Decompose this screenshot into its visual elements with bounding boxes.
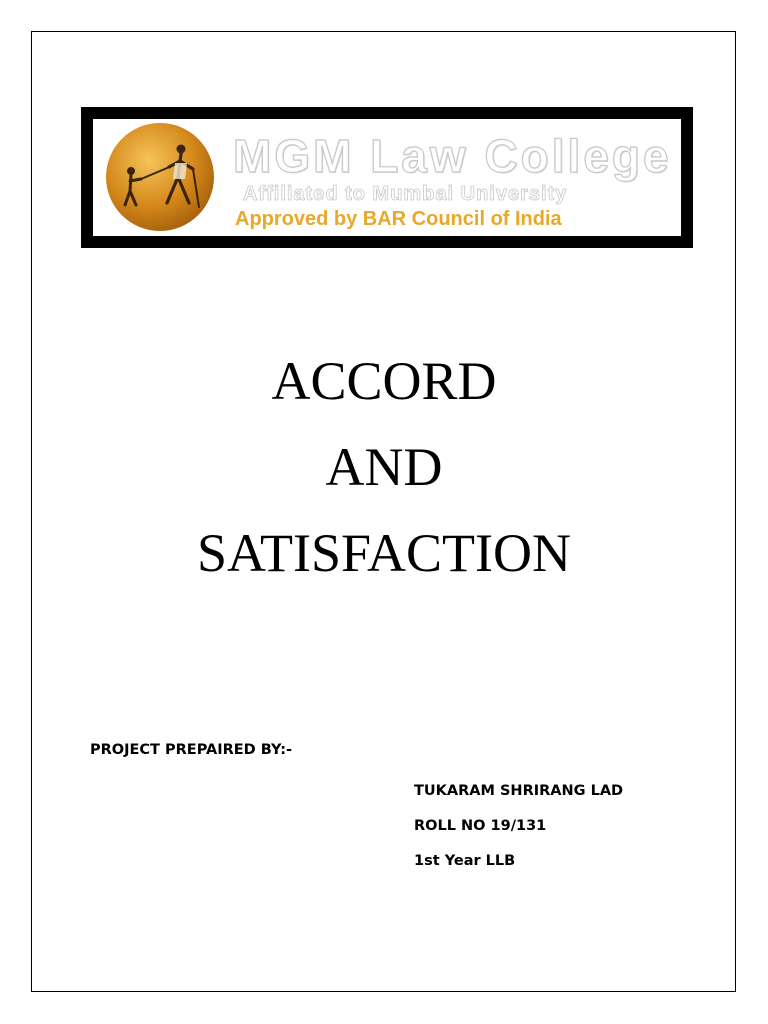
roll-number: ROLL NO 19/131: [414, 818, 547, 834]
study-year: 1st Year LLB: [414, 853, 516, 869]
author-name: TUKARAM SHRIRANG LAD: [414, 783, 624, 799]
college-banner: [81, 107, 693, 248]
title-line: AND: [325, 437, 443, 497]
title-line: SATISFACTION: [196, 523, 572, 583]
college-approval: Approved by BAR Council of India: [235, 208, 562, 230]
prepared-by-label: PROJECT PREPAIRED BY:-: [90, 742, 293, 758]
author-details: [414, 781, 623, 886]
college-seal-icon: [105, 119, 215, 235]
college-affiliation: Affiliated to Mumbai University: [243, 183, 568, 205]
banner-frame: [90, 116, 684, 239]
title-line: ACCORD: [271, 351, 497, 411]
college-name: MGM Law College: [233, 130, 672, 182]
project-title: [0, 338, 768, 596]
